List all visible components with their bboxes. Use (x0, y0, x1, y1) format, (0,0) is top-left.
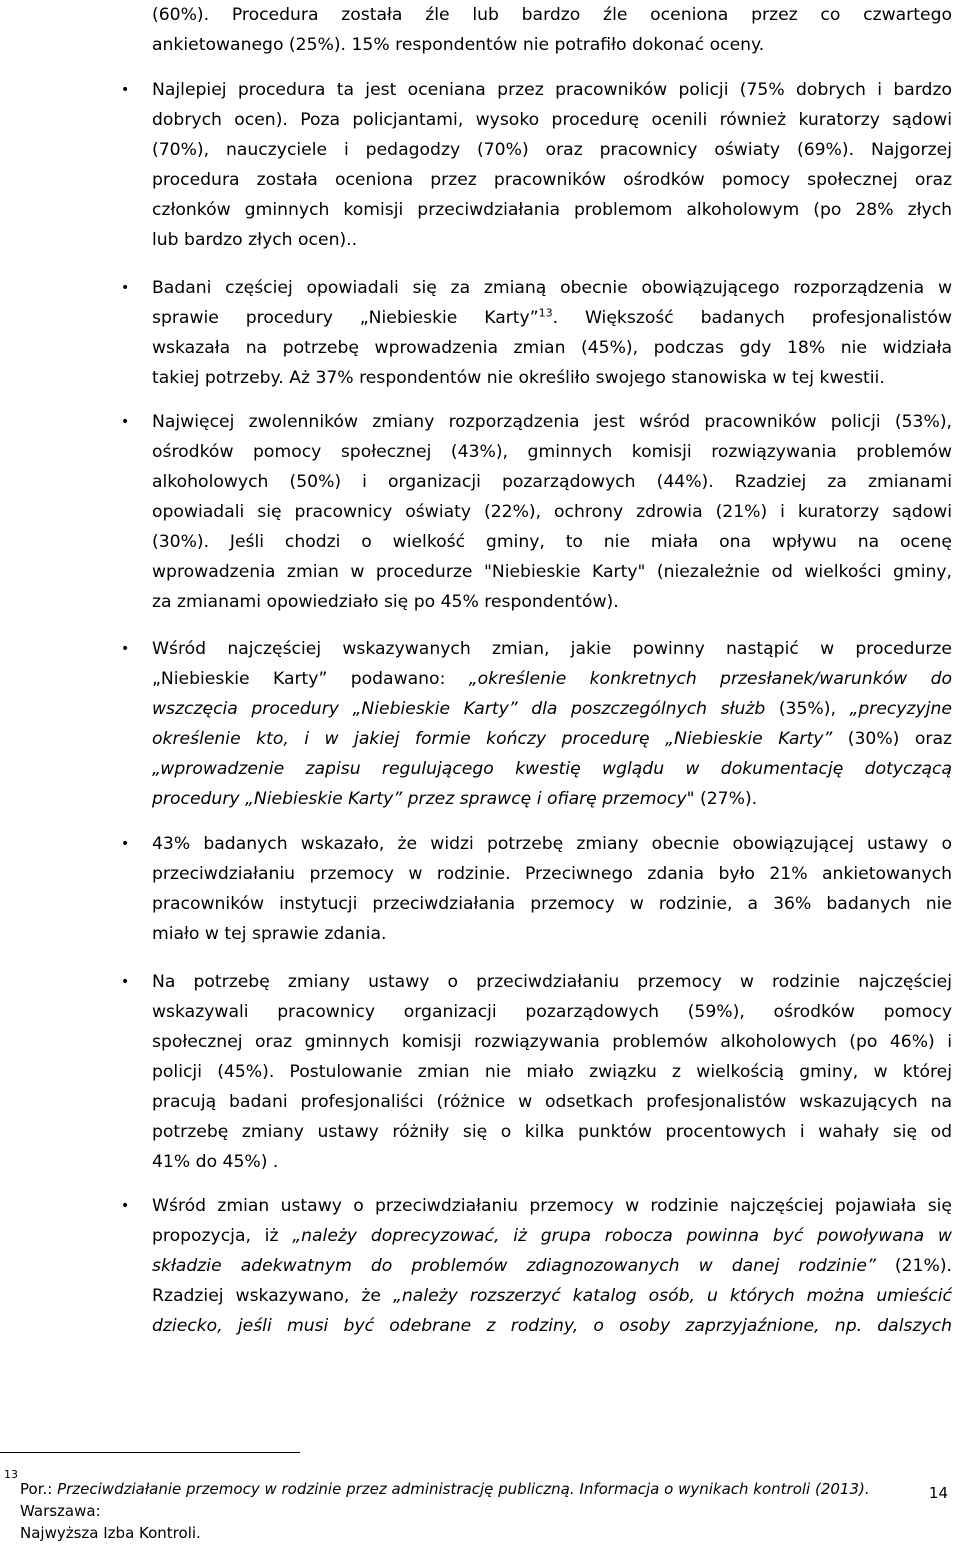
text-line: określenie kto, i w jakiej formie kończy procedurę „Niebieskie Karty” (30%) oraz (152, 729, 952, 749)
intro-paragraph (152, 0, 952, 60)
bullet-icon: • (121, 974, 130, 990)
text-line: 43% badanych wskazało, że widzi potrzebę zmiany obecnie obowiązującej ustawy o (152, 834, 952, 854)
text-line: składzie adekwatnym do problemów zdiagnozowanych w danej rodzinie” (21%). (152, 1256, 952, 1276)
bullet-paragraph-3 (152, 407, 952, 617)
text-line: „wprowadzenie zapisu regulującego kwestię wglądu w dokumentację dotyczącą (152, 759, 952, 779)
text-line: procedura została oceniona przez pracowników ośrodków pomocy społecznej oraz (152, 170, 952, 190)
text-line: przeciwdziałaniu przemocy w rodzinie. Przeciwnego zdania było 21% ankietowanych (152, 864, 952, 884)
text-line: ankietowanego (25%). 15% respondentów nie potrafiło dokonać oceny. (152, 35, 765, 55)
page-number: 14 (928, 1484, 948, 1502)
text-line: Najwięcej zwolenników zmiany rozporządzenia jest wśród pracowników policji (53%), (152, 412, 952, 432)
footnote-text: Por.: Przeciwdziałanie przemocy w rodzinie przez administrację publiczną. Informacja o wynikach kontroli (2013). Warszawa: Najwyższa Izba Kontroli. (20, 1480, 870, 1542)
text-line: wskazywali pracownicy organizacji pozarządowych (59%), ośrodków pomocy (152, 1002, 952, 1022)
text-line: miało w tej sprawie zdania. (152, 924, 387, 944)
bullet-paragraph-5 (152, 829, 952, 949)
text-line: Na potrzebę zmiany ustawy o przeciwdziałaniu przemocy w rodzinie najczęściej (152, 972, 952, 992)
text-line: dziecko, jeśli musi być odebrane z rodziny, o osoby zaprzyjaźnione, np. dalszych (152, 1316, 952, 1336)
text-line: (60%). Procedura została źle lub bardzo źle oceniona przez co czwartego (152, 5, 952, 25)
text-line: policji (45%). Postulowanie zmian nie miało związku z wielkością gminy, w której (152, 1062, 952, 1082)
bullet-icon: • (121, 280, 130, 296)
text-line: alkoholowych (50%) i organizacji pozarządowych (44%). Rzadziej za zmianami (152, 472, 952, 492)
bullet-paragraph-4 (152, 634, 952, 814)
bullet-icon: • (121, 1198, 130, 1214)
text-line: Wśród najczęściej wskazywanych zmian, jakie powinny nastąpić w procedurze (152, 639, 952, 659)
bullet-icon: • (121, 414, 130, 430)
text-line: propozycja, iż „należy doprecyzować, iż grupa robocza powinna być powoływana w (152, 1226, 952, 1246)
text-line: Rzadziej wskazywano, że „należy rozszerzyć katalog osób, u których można umieścić (152, 1286, 952, 1306)
text-line: procedury „Niebieskie Karty” przez sprawcę i ofiarę przemocy" (27%). (152, 789, 758, 809)
text-line: sprawie procedury „Niebieskie Karty”$^{13}$. Większość badanych profesjonalistów (152, 306, 952, 328)
text-line: wprowadzenia zmian w procedurze "Niebieskie Karty" (niezależnie od wielkości gminy, (152, 562, 952, 582)
text-line: „Niebieskie Karty” podawano: „określenie konkretnych przesłanek/warunków do (152, 669, 952, 689)
text-line: dobrych ocen). Poza policjantami, wysoko procedurę ocenili również kuratorzy sądowi (152, 110, 952, 130)
bullet-paragraph-2 (152, 273, 952, 393)
bullet-icon: • (121, 82, 130, 98)
bullet-paragraph-7 (152, 1191, 952, 1341)
text-line: 41% do 45%) . (152, 1152, 279, 1172)
text-line: Wśród zmian ustawy o przeciwdziałaniu przemocy w rodzinie najczęściej pojawiała się (152, 1196, 952, 1216)
text-line: Badani częściej opowiadali się za zmianą obecnie obowiązującego rozporządzenia w (152, 278, 952, 298)
text-line: pracują badani profesjonaliści (różnice w odsetkach profesjonalistów wskazujących na (152, 1092, 952, 1112)
text-line: (30%). Jeśli chodzi o wielkość gminy, to nie miała ona wpływu na ocenę (152, 532, 952, 552)
text-line: za zmianami opowiedziało się po 45% respondentów). (152, 592, 619, 612)
text-line: lub bardzo złych ocen).. (152, 230, 358, 250)
text-line: ośrodków pomocy społecznej (43%), gminnych komisji rozwiązywania problemów (152, 442, 952, 462)
text-line: Najlepiej procedura ta jest oceniana przez pracowników policji (75% dobrych i bardzo (152, 80, 952, 100)
footnote-reference[interactable]: 13 (538, 306, 553, 320)
text-line: członków gminnych komisji przeciwdziałania problemom alkoholowym (po 28% złych (152, 200, 952, 220)
text-line: potrzebę zmiany ustawy różniły się o kilka punktów procentowych i wahały się od (152, 1122, 952, 1142)
bullet-paragraph-1 (152, 75, 952, 255)
footnote-separator (0, 1452, 300, 1453)
text-line: pracowników instytucji przeciwdziałania przemocy w rodzinie, a 36% badanych nie (152, 894, 952, 914)
text-line: opowiadali się pracownicy oświaty (22%), ochrony zdrowia (21%) i kuratorzy sądowi (152, 502, 952, 522)
text-line: (70%), nauczyciele i pedagodzy (70%) oraz pracownicy oświaty (69%). Najgorzej (152, 140, 952, 160)
footnote-number: 13 (4, 1468, 18, 1481)
text-line: wszczęcia procedury „Niebieskie Karty” dla poszczególnych służb (35%), „precyzyjne (152, 699, 952, 719)
text-line: wskazała na potrzebę wprowadzenia zmian (45%), podczas gdy 18% nie widziała (152, 338, 952, 358)
bullet-icon: • (121, 641, 130, 657)
bullet-paragraph-6 (152, 967, 952, 1177)
text-line: społecznej oraz gminnych komisji rozwiązywania problemów alkoholowych (po 46%) i (152, 1032, 952, 1052)
bullet-icon: • (121, 836, 130, 852)
text-line: takiej potrzeby. Aż 37% respondentów nie określiło swojego stanowiska w tej kwestii. (152, 368, 885, 388)
